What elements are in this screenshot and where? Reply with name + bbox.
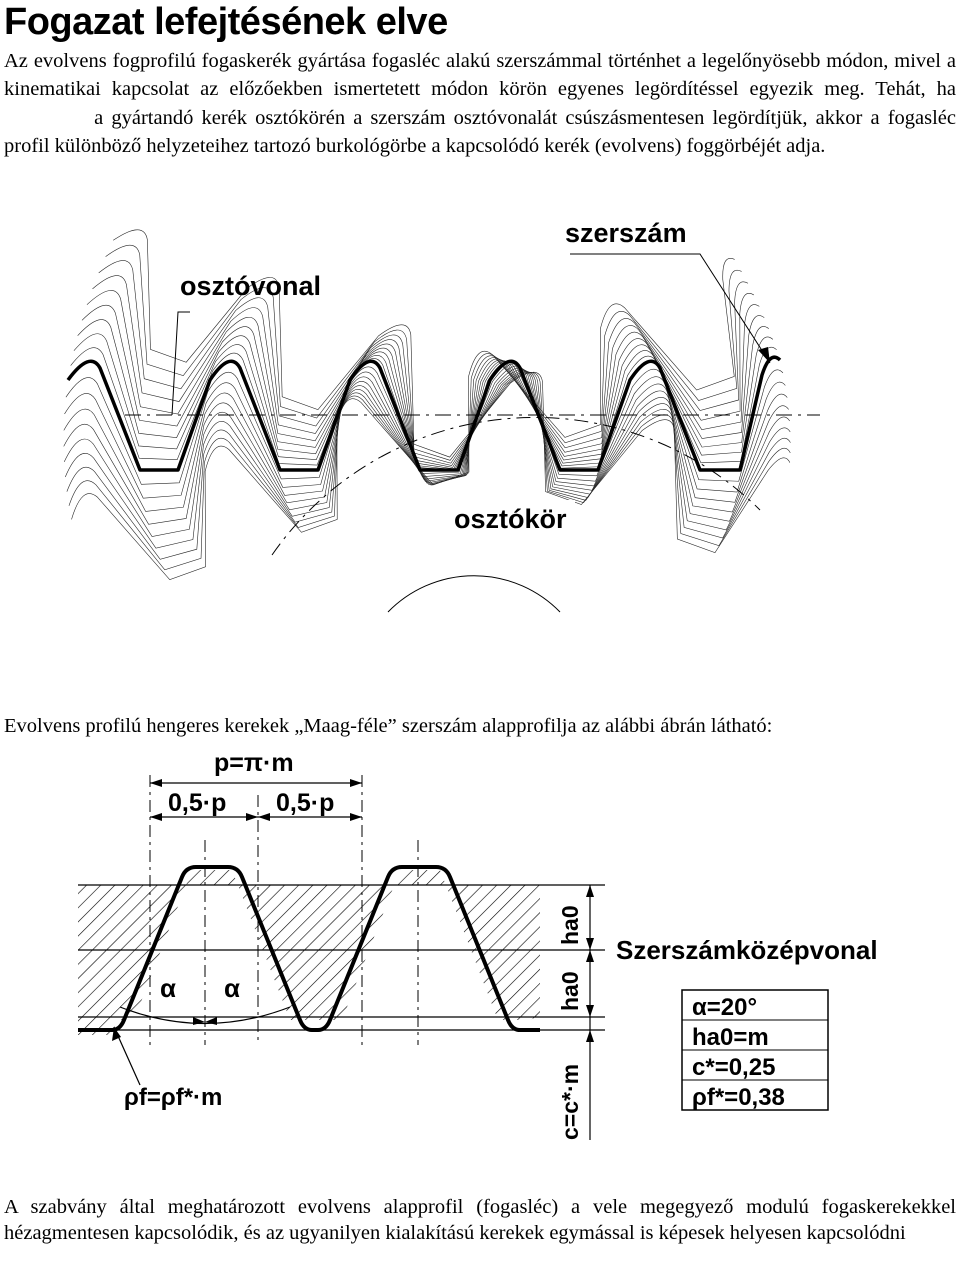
ha0-arrow-mid-down <box>586 950 594 962</box>
tool-label: szerszám <box>565 218 687 248</box>
rack-position-line <box>72 267 791 539</box>
root-circle-arc <box>388 576 560 612</box>
generation-diagram <box>0 210 960 620</box>
parameter-rho: ρf*=0,38 <box>692 1084 785 1111</box>
half-pitch-label-1: 0,5·p <box>168 789 227 817</box>
centerline-label: Szerszámközépvonal <box>616 935 878 965</box>
closing-paragraph: A szabvány által meghatározott evolvens alapprofil (fogasléc) a vele megegyező modulú fogaskerekekkel hézagmentesen kapcsolódik, és az ugyanilyen kialakítású kerekek egymással is képesek helyesen kapcsolódni <box>4 1196 956 1244</box>
ha0-arrow-mid-up <box>586 938 594 950</box>
rack-position-line <box>64 257 772 604</box>
half-pitch-label-2: 0,5·p <box>276 789 335 817</box>
ha0-bottom-label: ha0 <box>557 971 583 1011</box>
tool-body-hatching <box>78 870 540 1035</box>
parameter-ha0: ha0=m <box>692 1024 769 1051</box>
ha0-top-label: ha0 <box>557 905 583 945</box>
half-pitch-arrow-3 <box>258 813 270 821</box>
half-pitch-arrow-4 <box>350 813 362 821</box>
pitch-line-label: osztóvonal <box>180 271 322 301</box>
angle-label-1: α <box>160 973 176 1003</box>
pitch-dimension-label: p=π·m <box>214 749 294 777</box>
page-title: Fogazat lefejtésének elve <box>4 1 448 43</box>
rack-position-line <box>61 281 777 579</box>
tool-leader-arrow <box>758 347 770 363</box>
rack-position-line <box>60 292 779 564</box>
parameter-c: c*=0,25 <box>692 1054 776 1081</box>
pitch-circle-label: osztókör <box>454 504 567 534</box>
half-pitch-arrow-2 <box>246 813 258 821</box>
intro-text-part1: Az evolvens fogprofilú fogaskerék gyártása fogasléc alakú szerszámmal történhet a legelőnyösebb módon, mivel a kinematikai kapcsolat az előzőekben ismertetett módon körön egyenes legördítéssel egyezik meg. Tehát, ha <box>4 50 956 101</box>
clearance-label: c=c*·m <box>557 1063 583 1140</box>
c-arrow-up <box>586 1030 594 1042</box>
fillet-label: ρf=ρf*·m <box>124 1084 223 1111</box>
middle-paragraph: Evolvens profilú hengeres kerekek „Maag-féle” szerszám alapprofilja az alábbi ábrán látható: <box>4 715 773 737</box>
rack-envelope-lines <box>60 219 791 604</box>
basic-rack-profile-diagram <box>0 745 960 1155</box>
ha0-arrow-bottom <box>586 1005 594 1017</box>
parameter-alpha: α=20° <box>692 994 758 1021</box>
rack-position-line <box>62 269 775 592</box>
intro-text-part2: a gyártandó kerék osztókörén a szerszám osztóvonalát csúszásmentesen legördítjük, akkor a fogasléc profil különböző helyzeteihez tartozó burkológörbe a kapcsolódó kerék (evolvens) foggörbéjét adja. <box>4 106 956 157</box>
pitch-arrow-right <box>350 779 362 787</box>
ha0-arrow-top <box>586 885 594 897</box>
pitch-arrow-left <box>150 779 162 787</box>
angle-label-2: α <box>224 973 240 1003</box>
half-pitch-arrow-1 <box>150 813 162 821</box>
rack-position-line <box>60 304 780 551</box>
pitch-line-leader <box>172 312 190 415</box>
intro-paragraph <box>4 47 956 160</box>
